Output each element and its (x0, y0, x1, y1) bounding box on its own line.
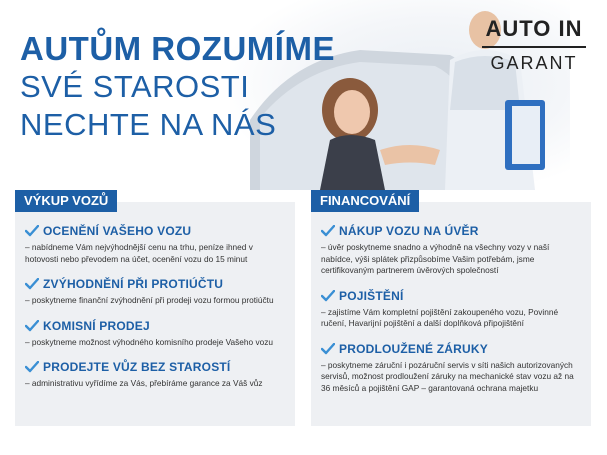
item-title: PRODLOUŽENÉ ZÁRUKY (339, 341, 488, 356)
item-description: – nabídneme Vám nejvýhodnější cenu na trhu, peníze ihned v hotovosti nebo převodem na účet, ocenění vozu do 15 minut (25, 242, 253, 264)
list-item (25, 358, 287, 390)
vykup-tab: VÝKUP VOZŮ (15, 190, 117, 212)
financovani-panel (311, 193, 591, 426)
item-description: – poskytneme finanční zvýhodnění při prodeji vozu formou protiúčtu (25, 295, 274, 305)
list-item (321, 222, 583, 277)
hero (0, 0, 607, 190)
list-item (25, 222, 287, 265)
checkmark-icon (321, 290, 335, 302)
list-item (321, 340, 583, 395)
item-title: OCENĚNÍ VAŠEHO VOZU (43, 224, 192, 238)
item-description: – poskytneme záruční i pozáruční servis v síti našich autorizovaných servisů, možnost prodloužení záruky na mechanické stav vozu až na 36 měsíců a pojištění GAP – garantovaná ochrana majetku (321, 359, 574, 393)
item-description: – úvěr poskytneme snadno a výhodně na všechny vozy v naší nabídce, výši splátek přizpůsobíme Vašim potřebám, jsme certifikovaným partnerem úvěrových společností (321, 242, 550, 275)
item-title: ZVÝHODNĚNÍ PŘI PROTIÚČTU (43, 277, 224, 291)
checkmark-icon (25, 278, 39, 290)
headline-line-1: AUTŮM ROZUMÍME (20, 30, 335, 67)
item-title: KOMISNÍ PRODEJ (43, 318, 150, 333)
headline (20, 30, 335, 144)
checkmark-icon (321, 225, 335, 237)
financovani-tab: FINANCOVÁNÍ (311, 190, 419, 212)
item-description: – poskytneme možnost výhodného komisního prodeje Vašeho vozu (25, 336, 273, 347)
headline-line-3: NECHTE NA NÁS (20, 107, 277, 142)
checkmark-icon (321, 343, 335, 355)
checkmark-icon (25, 361, 39, 373)
headline-line-2: SVÉ STAROSTI (20, 69, 250, 104)
checkmark-icon (25, 225, 39, 237)
auto-in-garant-logo[interactable] (478, 16, 590, 74)
checkmark-icon (25, 320, 39, 332)
item-title: POJIŠTĚNÍ (339, 288, 404, 303)
item-description: – zajistíme Vám kompletní pojištění zakoupeného vozu, Povinné ručení, Havarijní pojištění a další doplňková připojištění (321, 306, 559, 328)
logo-divider (482, 46, 586, 48)
financovani-list (321, 222, 583, 404)
logo-bottom-text: GARANT (490, 53, 578, 73)
vykup-list (25, 222, 287, 400)
logo-top-text: AUTO IN (485, 16, 583, 41)
list-item (321, 287, 583, 330)
list-item (25, 317, 287, 349)
item-title: PRODEJTE VŮZ BEZ STAROSTÍ (43, 360, 231, 374)
vykup-panel (15, 193, 295, 426)
item-description: – administrativu vyřídíme za Vás, přebíráme garance za Váš vůz (25, 378, 263, 388)
item-title: NÁKUP VOZU NA ÚVĚR (339, 224, 479, 238)
list-item (25, 275, 287, 307)
